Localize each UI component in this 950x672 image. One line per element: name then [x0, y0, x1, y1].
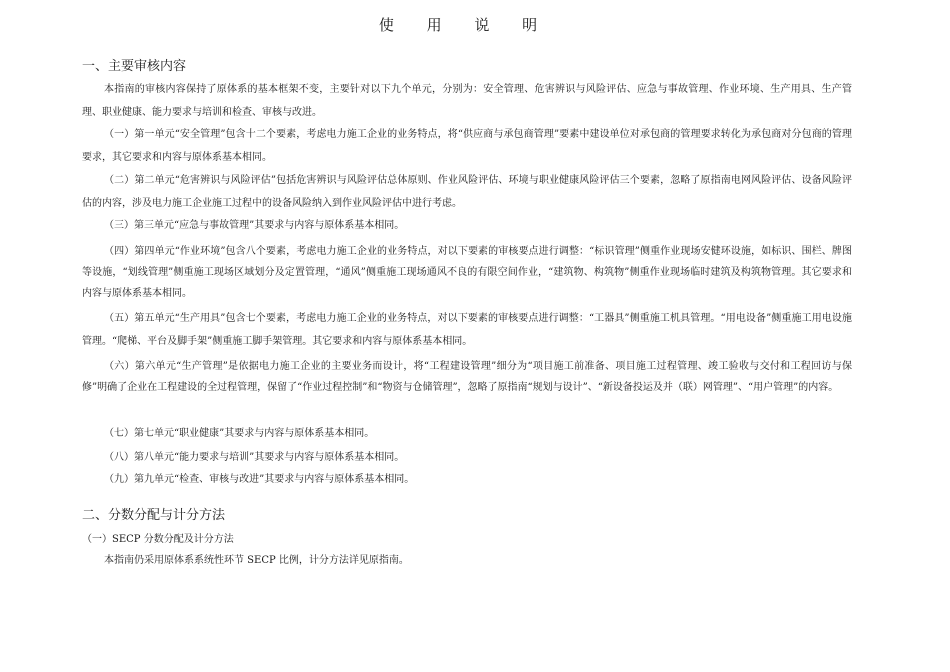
- section-1-item-7: （七）第七单元“职业健康”其要求与内容与原体系基本相同。: [104, 428, 375, 439]
- section-1-item-8: （八）第八单元“能力要求与培训”其要求与内容与原体系基本相同。: [104, 452, 405, 463]
- section-2-subheading: （一）SECP 分数分配及计分方法: [82, 534, 234, 545]
- section-1-item-5: （五）第五单元“生产用具”包含七个要素，考虑电力施工企业的业务特点，对以下要素的审核要点进行调整：“工器具”侧重施工机具管理。“用电设备”侧重施工用电设施管理。“爬梯、平台及脚手架”侧重施工脚手架管理。其它要求和内容与原体系基本相同。: [82, 313, 852, 347]
- section-1-intro: 本指南的审核内容保持了原体系的基本框架不变，主要针对以下九个单元，分别为：安全管理、危害辨识与风险评估、应急与事故管理、作业环境、生产用具、生产管理、职业健康、能力要求与培训和检查、审核与改进。: [82, 84, 852, 118]
- section-1-item-4: （四）第四单元“作业环境”包含八个要素，考虑电力施工企业的业务特点，对以下要素的审核要点进行调整：“标识管理”侧重作业现场安健环设施，如标识、围栏、牌图等设施，“划线管理”侧重施工现场区域划分及定置管理，“通风”侧重施工现场通风不良的有限空间作业，“建筑物、构筑物”侧重作业现场临时建筑及构筑物管理。其它要求和内容与原体系基本相同。: [82, 246, 852, 299]
- document-title: 使 用 说 明: [378, 16, 552, 34]
- section-1-item-9: （九）第九单元“检查、审核与改进”其要求与内容与原体系基本相同。: [104, 474, 415, 485]
- section-1-heading: 一、主要审核内容: [82, 59, 187, 74]
- section-1-item-3: （三）第三单元“应急与事故管理”其要求与内容与原体系基本相同。: [104, 220, 405, 231]
- section-1-item-1: （一）第一单元“安全管理”包含十二个要素，考虑电力施工企业的业务特点，将“供应商与承包商管理”要素中建设单位对承包商的管理要求转化为承包商对分包商的管理要求，其它要求和内容与原体系基本相同。: [82, 129, 852, 163]
- section-1-item-2: （二）第二单元“危害辨识与风险评估”包括危害辨识与风险评估总体原则、作业风险评估、环境与职业健康风险评估三个要素，忽略了原指南电网风险评估、设备风险评估的内容，涉及电力施工企业施工过程中的设备风险纳入到作业风险评估中进行考虑。: [82, 175, 852, 209]
- section-2-heading: 二、分数分配与计分方法: [82, 508, 226, 523]
- section-1-item-6: （六）第六单元“生产管理”是依据电力施工企业的主要业务而设计，将“工程建设管理”细分为“项目施工前准备、项目施工过程管理、竣工验收与交付和工程回访与保修”明确了企业在工程建设的全过程管理，保留了“作业过程控制”和“物资与仓储管理”，忽略了原指南“规划与设计”、“新设备投运及并（联）网管理”、“用户管理”的内容。: [82, 361, 852, 393]
- section-2-paragraph: 本指南仍采用原体系系统性环节 SECP 比例，计分方法详见原指南。: [104, 555, 409, 566]
